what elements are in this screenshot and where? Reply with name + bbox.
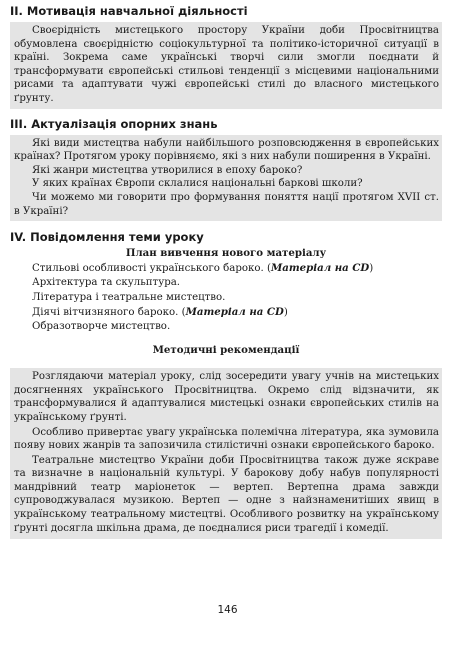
plan-item: Образотворче мистецтво. <box>32 320 171 332</box>
question-item: У яких країнах Європи склалися національні баркові школи? <box>32 178 363 190</box>
motivation-box <box>10 22 442 109</box>
plan-item: Архітектура та скульптура. <box>32 277 181 289</box>
method-title: Методичні рекомендації <box>152 344 300 357</box>
question-item: Чи можемо ми говорити про формування поняття нації протягом XVII ст. в Україні? <box>14 191 439 217</box>
material-note: Матеріал на CD <box>185 305 284 318</box>
motivation-paragraph: Своєрідність мистецького простору України доби Просвітництва обумовлена своєрідністю соціокультурної та політико-історичної ситуації в країні. Зокрема саме українські творчі сили змогли поєднати й трансформувати європейські стильові тенденції з місцевими національними рисами та адаптувати чужі європейські стилі до власного мистецького ґрунту. <box>14 25 439 104</box>
question-item: Які види мистецтва набули найбільшого розповсюдження в європейських країнах? Протягом уроку порівняємо, які з них набули поширення в Україні. <box>14 137 439 163</box>
section-heading-topic: IV. Повідомлення теми уроку <box>10 230 204 245</box>
plan-list <box>10 261 442 334</box>
plan-item: Література і театральне мистецтво. <box>32 291 226 303</box>
page-content <box>10 4 442 539</box>
questions-box <box>10 135 442 222</box>
plan-item: Стильові особливості українського бароко. (Матеріал на CD) <box>32 262 374 275</box>
section-heading-actualization: III. Актуалізація опорних знань <box>10 116 218 131</box>
method-paragraph: Особливо привертає увагу українська полемічна література, яка зумовила появу нових жанрів та запозичила стилістичні ознаки європейського бароко. <box>14 426 439 452</box>
plan-title: План вивчення нового матеріалу <box>125 247 327 260</box>
material-note: Матеріал на CD <box>270 262 370 275</box>
section-heading-motivation: II. Мотивація навчальної діяльності <box>10 4 248 18</box>
method-box <box>10 368 442 539</box>
method-paragraph: Театральне мистецтво України доби Просвітництва також дуже яскраве та визначне в національній культурі. У барокову добу набув популярності мандрівний театр маріонеток — вертеп. Вертепна драма завжди супроводжувалася музикою. Вертеп — одне з найзнаменитіших явищ в українському театральному мистецтві. Особливого розвитку на українському ґрунті досягла шкільна драма, де поєдналися риси трагедії і комедії. <box>14 454 439 534</box>
method-paragraph: Розглядаючи матеріал уроку, слід зосередити увагу учнів на мистецьких досягненнях українського Просвітництва. Окремо слід відзначити, як трансформувалися й адаптувалися мистецькі ознаки європейських стилів на українському ґрунті. <box>14 371 439 423</box>
question-item: Які жанри мистецтва утворилися в епоху бароко? <box>32 164 303 176</box>
plan-item: Діячі вітчизняного бароко. (Матеріал на CD) <box>32 305 288 318</box>
page-number: 146 <box>217 604 238 616</box>
